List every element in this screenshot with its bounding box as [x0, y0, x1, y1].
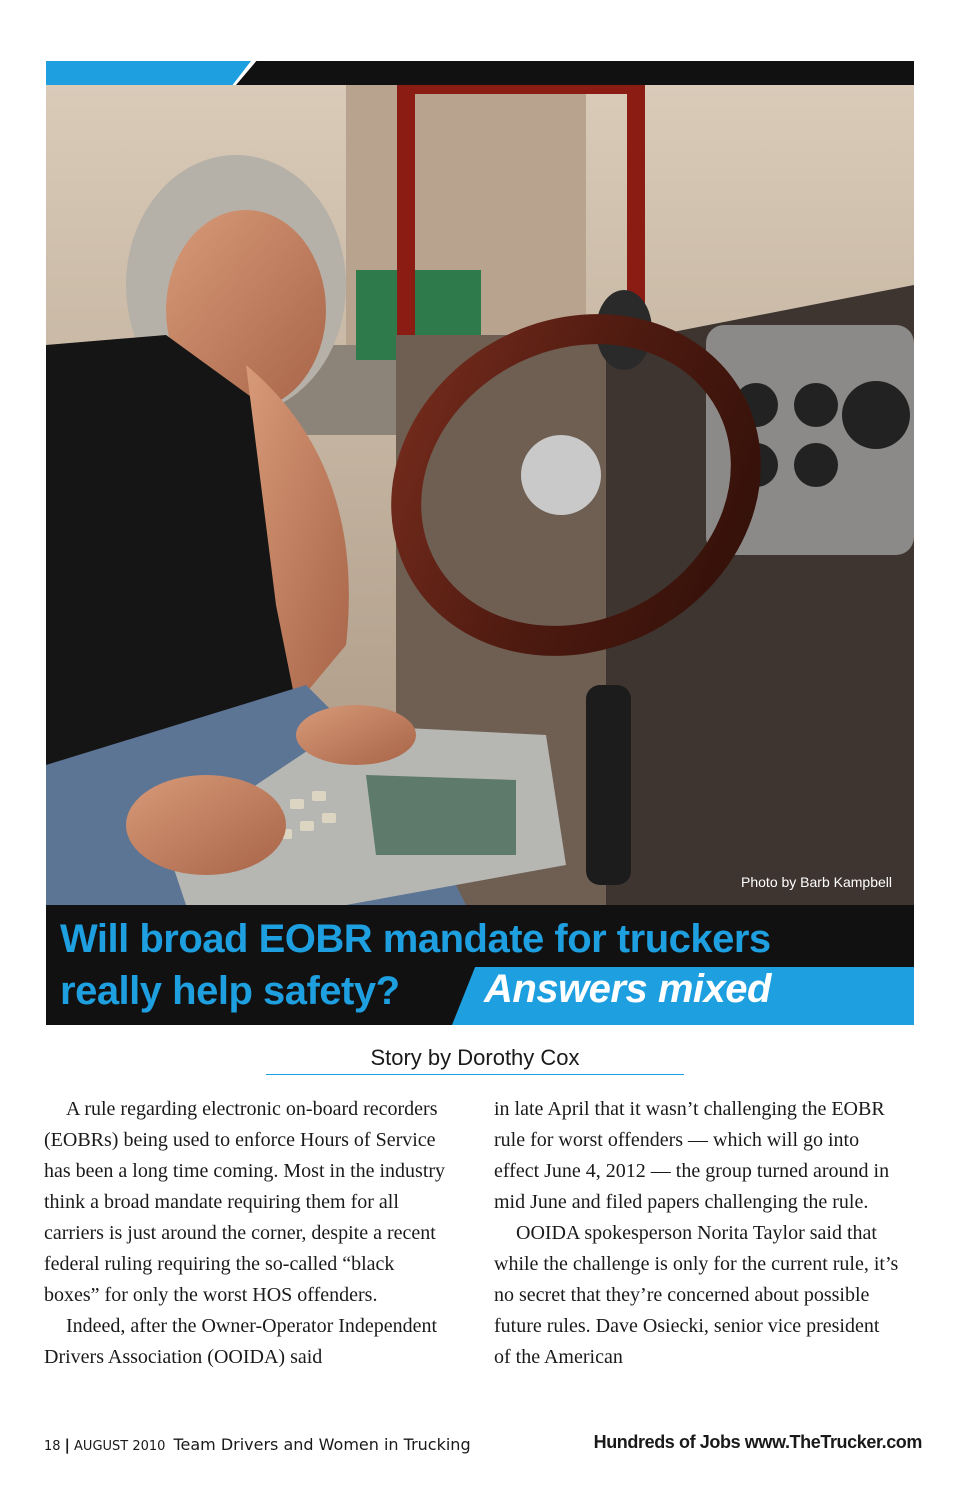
publication-title: Team Drivers and Women in Trucking: [173, 1435, 471, 1454]
footer-promo: Hundreds of Jobs www.TheTrucker.com: [593, 1432, 922, 1452]
page-footer-folio: [44, 1435, 471, 1454]
header-accent-bar: [46, 61, 251, 85]
article-paragraph: A rule regarding electronic on-board recorders (EOBRs) being used to enforce Hours of Service has been a long time coming. Most in the industry think a broad mandate requiring them for all carriers is just around the corner, despite a recent federal ruling requiring the so-called “black boxes” for only the worst HOS offenders.: [44, 1098, 446, 1306]
issue-date: AUGUST 2010: [74, 1439, 166, 1454]
trucker-in-cab-photo: [46, 85, 914, 905]
folio-separator: |: [64, 1436, 71, 1454]
headline-accent-text: Answers mixed: [484, 967, 771, 1011]
article-paragraph: OOIDA spokesperson Norita Taylor said that while the challenge is only for the current rule, it’s no secret that they’re concerned about possible future rules. Dave Osiecki, senior vice president of the American: [494, 1222, 899, 1368]
article-column-left: [44, 1094, 449, 1373]
article-paragraph: in late April that it wasn’t challenging the EOBR rule for worst offenders — which will go into effect June 4, 2012 — the group turned around in mid June and filed papers challenging the rule.: [494, 1098, 890, 1213]
photo-credit: Photo by Barb Kampbell: [741, 874, 892, 890]
page-number: 18: [44, 1439, 61, 1454]
byline: Story by Dorothy Cox: [266, 1045, 684, 1075]
article-column-right: [494, 1094, 899, 1373]
headline-line-1: Will broad EOBR mandate for truckers: [60, 917, 771, 961]
header-dark-bar: [236, 61, 914, 85]
article-paragraph: Indeed, after the Owner-Operator Independent Drivers Association (OOIDA) said: [44, 1315, 438, 1368]
headline-line-2: really help safety?: [60, 969, 400, 1013]
feature-photo: [46, 85, 914, 905]
